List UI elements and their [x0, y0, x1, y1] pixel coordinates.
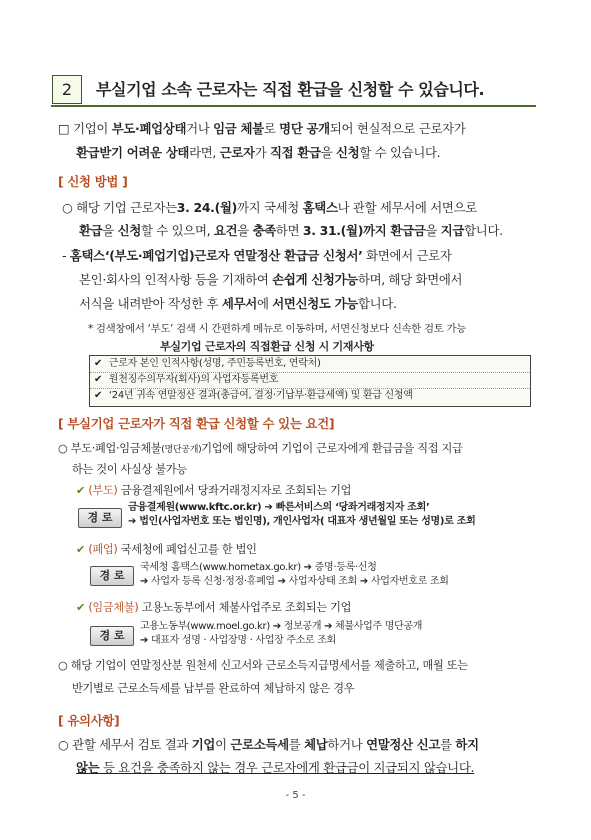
- case-closure: ✔ (폐업) 국세청에 폐업신고를 한 법인: [76, 543, 257, 556]
- form-item-row: ✔ 원천징수의무자(회사)의 사업자등록번호: [90, 372, 530, 389]
- eligibility-item-2-line-1: ○ 해당 기업이 연말정산분 원천세 신고서와 근로소득지급명세서를 제출하고, 매월 또는: [58, 659, 468, 672]
- intro-line-1: □ 기업이 부도·폐업상태거나 임금 체불로 명단 공개되어 현실적으로 근로자가: [58, 121, 466, 136]
- apply-item-1-line-2: 환급을 신청할 수 있으며, 요건을 충족하면 3. 31.(월)까지 환급금을 지급합니다.: [79, 223, 503, 238]
- check-icon: ✔: [93, 390, 103, 401]
- eligibility-item-1-line-1: ○ 부도·폐업·임금체불(명단공개)기업에 해당하여 기업이 근로자에게 환급금을 직접 지급: [58, 442, 463, 455]
- title-underline: [51, 105, 536, 107]
- notice-line-1: ○ 관할 세무서 검토 결과 기업이 근로소득세를 체납하거나 연말정산 신고를 하지: [58, 737, 479, 752]
- check-icon: ✔: [93, 374, 103, 385]
- route-closure-line-1: 국세청 홈택스(www.hometax.go.kr) ➔ 증명·등록·신청: [140, 562, 377, 573]
- notice-line-2: 않는 등 요건을 충족하지 않는 경우 근로자에게 환급금이 지급되지 않습니다.: [76, 760, 475, 775]
- route-label-unpaid-wages: 경 로: [90, 626, 134, 646]
- route-unpaid-line-2: ➔ 대표자 성명 · 사업장명 · 사업장 주소로 조회: [140, 635, 336, 646]
- search-note: * 검색창에서 ‘부도’ 검색 시 간편하게 메뉴로 이동하며, 서면신청보다 신속한 검토 가능: [88, 323, 467, 335]
- route-bankrupt-line-1: 금융결제원(www.kftc.or.kr) ➔ 빠른서비스의 ‘당좌거래정지자 조회’: [128, 502, 430, 513]
- check-icon: ✔: [93, 358, 103, 369]
- route-label-closure: 경 로: [90, 566, 134, 586]
- page-number: - 5 -: [285, 790, 306, 801]
- section-heading-apply-method: [ 신청 방법 ]: [58, 174, 128, 189]
- section-number-badge: 2: [52, 75, 82, 104]
- check-icon: ✔: [76, 484, 86, 497]
- apply-item-2-line-3: 서식을 내려받아 작성한 후 세무서에 서면신청도 가능합니다.: [79, 296, 397, 311]
- form-item-row: ✔ ‘24년 귀속 연말정산 결과(총급여, 결정·기납부·환급세액) 및 환급 신청액: [90, 388, 530, 404]
- case-unpaid-wages: ✔ (임금체불) 고용노동부에서 체불사업주로 조회되는 기업: [76, 601, 352, 614]
- intro-line-2: 환급받기 어려운 상태라면, 근로자가 직접 환급을 신청할 수 있습니다.: [76, 145, 441, 160]
- section-heading-notice: [ 유의사항]: [58, 713, 120, 728]
- route-bankrupt-line-2: ➔ 법인(사업자번호 또는 법인명), 개인사업자( 대표자 생년월일 또는 성명)로 조회: [128, 516, 476, 527]
- eligibility-item-2-line-2: 반기별로 근로소득세를 납부를 완료하여 체납하지 않은 경우: [72, 682, 355, 695]
- eligibility-item-1-line-2: 하는 것이 사실상 불가능: [72, 463, 187, 476]
- section-title: 부실기업 소속 근로자는 직접 환급을 신청할 수 있습니다.: [96, 80, 485, 99]
- check-icon: ✔: [76, 601, 86, 614]
- apply-item-2-line-1: - 홈택스‘(부도·폐업기업)근로자 연말정산 환급금 신청서’ 화면에서 근로자: [62, 248, 452, 263]
- route-closure-line-2: ➔ 사업자 등록 신청·정정·휴폐업 ➔ 사업자상태 조회 ➔ 사업자번호로 조회: [140, 576, 449, 587]
- form-box-title: 부실기업 근로자의 직접환급 신청 시 기재사항: [160, 340, 374, 353]
- form-items-box: [89, 355, 531, 407]
- form-item-row: ✔ 근로자 본인 인적사항(성명, 주민등록번호, 연락처): [90, 356, 530, 373]
- route-unpaid-line-1: 고용노동부(www.moel.go.kr) ➔ 정보공개 ➔ 체불사업주 명단공개: [140, 621, 423, 632]
- apply-item-1-line-1: ○ 해당 기업 근로자는3. 24.(월)까지 국세청 홈택스나 관할 세무서에 서면으로: [62, 200, 477, 215]
- section-heading-eligibility: [ 부실기업 근로자가 직접 환급 신청할 수 있는 요건]: [58, 416, 335, 431]
- apply-item-2-line-2: 본인·회사의 인적사항 등을 기재하여 손쉽게 신청가능하며, 해당 화면에서: [79, 272, 463, 287]
- check-icon: ✔: [76, 543, 86, 556]
- route-label-bankrupt: 경 로: [78, 508, 122, 528]
- case-bankrupt: ✔ (부도) 금융결제원에서 당좌거래정지자로 조회되는 기업: [76, 484, 352, 497]
